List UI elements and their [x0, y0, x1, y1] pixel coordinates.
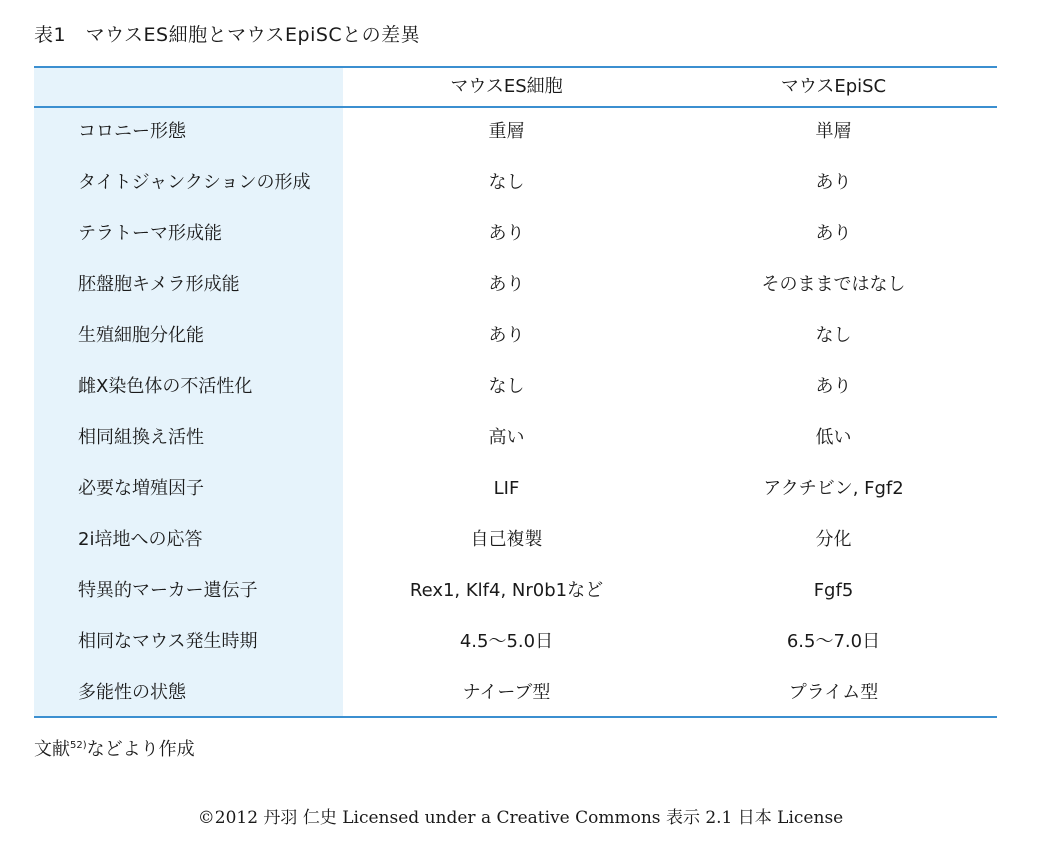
es-cell-value: あり: [488, 325, 525, 346]
row-label: コロニー形態: [78, 121, 186, 142]
episc-value: そのままではなし: [761, 274, 906, 295]
episc-value: あり: [815, 376, 852, 397]
header-es-cells: マウスES細胞: [450, 76, 563, 97]
table-caption: 表1 マウスES細胞とマウスEpiSCとの差異: [34, 24, 421, 46]
es-cell-value: なし: [488, 376, 525, 397]
license-notice: ©2012 丹羽 仁史 Licensed under a Creative Commons 表示 2.1 日本 License: [197, 808, 844, 828]
episc-value: 6.5〜7.0日: [786, 631, 881, 652]
table-row: [34, 310, 997, 361]
episc-value: アクチビン, Fgf2: [763, 478, 904, 499]
row-label: 相同なマウス発生時期: [78, 631, 258, 652]
row-label: 胚盤胞キメラ形成能: [78, 274, 240, 295]
row-label: タイトジャンクションの形成: [78, 172, 311, 193]
table-row: [34, 667, 997, 718]
table-row: [34, 361, 997, 412]
row-label: 生殖細胞分化能: [78, 325, 204, 346]
row-label: 必要な増殖因子: [78, 478, 204, 499]
episc-value: 単層: [815, 121, 852, 142]
episc-value: Fgf5: [813, 580, 854, 601]
header-episc: マウスEpiSC: [780, 76, 887, 97]
episc-value: なし: [815, 325, 852, 346]
es-cell-value: 自己複製: [470, 529, 543, 550]
es-cell-value: LIF: [493, 478, 520, 499]
row-label: 雌X染色体の不活性化: [78, 376, 253, 397]
episc-value: あり: [815, 172, 852, 193]
table-row: [34, 259, 997, 310]
table-row: [34, 208, 997, 259]
es-cell-value: Rex1, Klf4, Nr0b1など: [409, 580, 604, 601]
table-row: [34, 565, 997, 616]
table-row: [34, 616, 997, 667]
es-cell-value: 重層: [488, 121, 525, 142]
row-label: テラトーマ形成能: [78, 223, 222, 244]
table-row: [34, 463, 997, 514]
source-footnote: [34, 735, 195, 761]
episc-value: あり: [815, 223, 852, 244]
es-cell-value: 高い: [488, 427, 525, 448]
table-row: [34, 106, 997, 157]
episc-value: 低い: [815, 427, 852, 448]
es-cell-value: 4.5〜5.0日: [459, 631, 554, 652]
es-cell-value: あり: [488, 223, 525, 244]
comparison-table: [34, 66, 997, 717]
row-label: 2i培地への応答: [78, 529, 203, 550]
table-row: [34, 412, 997, 463]
footnote-suffix: などより作成: [86, 739, 195, 760]
table-header-row: [34, 66, 997, 107]
footnote-ref: 52): [70, 740, 87, 751]
table-row: [34, 514, 997, 565]
table-body: [34, 106, 997, 718]
episc-value: プライム型: [788, 682, 879, 703]
es-cell-value: あり: [488, 274, 525, 295]
es-cell-value: なし: [488, 172, 525, 193]
row-label: 多能性の状態: [78, 682, 186, 703]
table-row: [34, 157, 997, 208]
row-label: 特異的マーカー遺伝子: [78, 580, 258, 601]
row-label: 相同組換え活性: [78, 427, 204, 448]
es-cell-value: ナイーブ型: [462, 682, 551, 703]
footnote-prefix: 文献: [34, 739, 70, 760]
episc-value: 分化: [815, 529, 852, 550]
